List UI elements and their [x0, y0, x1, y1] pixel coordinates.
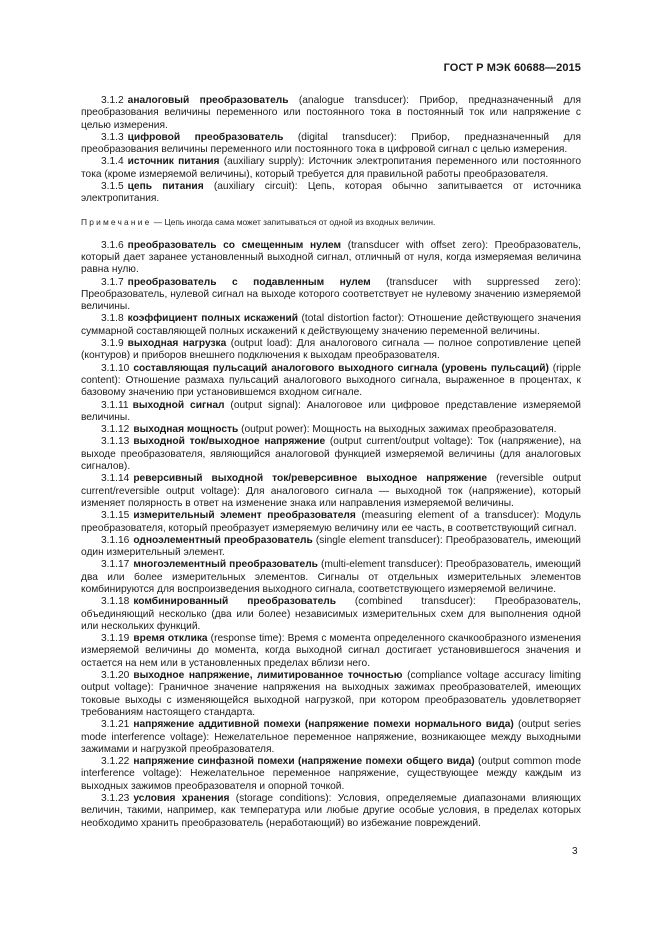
clause-number: 3.1.11 [101, 399, 129, 411]
definition-entry [81, 670, 581, 719]
standard-header: ГОСТ Р МЭК 60688—2015 [443, 62, 581, 74]
term-name: источник питания [127, 156, 220, 168]
clause-number: 3.1.21 [101, 719, 130, 731]
page-number: 3 [572, 846, 578, 857]
term-definition: (output power): Мощность на выходных зажимах преобразователя. [238, 424, 557, 436]
term-definition: (output load): Для аналогового сигнала — полное сопротивление цепей (контуров) и приборов внешнего подключения к выходам преобразователя. [81, 338, 581, 362]
definition-entry [81, 535, 581, 560]
document-body [81, 95, 581, 830]
definition-entry [81, 473, 581, 510]
clause-number: 3.1.9 [101, 338, 124, 350]
definition-entry [81, 95, 581, 132]
term-definition: (digital transducer): Прибор, предназначенный для преобразования величины переменного или постоянного тока в цифровой сигнал с целью измерения. [81, 131, 581, 156]
term-definition: (auxiliary circuit): Цепь, которая обычно запитывается от источника электропитания. [81, 181, 582, 205]
term-name: выходной ток/выходное напряжение [133, 436, 326, 448]
clause-number: 3.1.12 [101, 424, 130, 436]
term-name: составляющая пульсаций аналогового выходного сигнала (уровень пульсаций) [133, 362, 549, 374]
note-text: — Цепь иногда сама может запитываться от одной из входных величин. [151, 216, 436, 227]
note [81, 217, 581, 228]
term-definition: (output signal): Аналоговое или цифровое представление измеряемой величины. [81, 399, 581, 423]
term-definition: (ripple content): Отношение размаха пульсаций аналогового выходного сигнала, выраженное в процентах, к базовому значению при установившемся входном сигнале. [81, 362, 581, 399]
term-name: выходная мощность [133, 424, 239, 436]
definition-entry [81, 510, 581, 535]
term-definition: (reversible output current/reversible output voltage): Для аналогового сигнала — выходной ток (напряжение), который изменяет полярность в ответ на изменение знака или направления измеряемой величины. [81, 473, 582, 509]
term-name: одноэлементный преобразователь [133, 534, 313, 546]
clause-number: 3.1.10 [101, 362, 130, 374]
term-name: коэффициент полных искажений [127, 313, 299, 325]
term-name: многоэлементный преобразователь [133, 559, 318, 571]
definition-entry [81, 240, 581, 277]
term-name: реверсивный выходной ток/реверсивное выходное напряжение [133, 473, 488, 485]
term-definition: (analogue transducer): Прибор, предназначенный для преобразования величины переменного или постоянного тока в постоянный ток или напряжение с целью измерения. [81, 95, 581, 131]
term-definition: (output series mode interference voltage): Нежелательное переменное напряжение, возникающее между выходными зажимами и нагрузкой преобразователя. [81, 719, 581, 755]
clause-number: 3.1.13 [101, 436, 130, 448]
term-name: выходной сигнал [132, 399, 225, 411]
definition-entry [81, 400, 581, 425]
term-name: аналоговый преобразователь [127, 95, 289, 106]
definition-entry [81, 181, 581, 206]
definition-entry [81, 156, 581, 181]
clause-number: 3.1.20 [101, 670, 130, 682]
definition-entry [81, 338, 581, 363]
definition-entry [81, 277, 581, 314]
term-definition: (measuring element of a transducer): Модуль преобразователя, который преобразует измеряемую величину или ее часть, в соответствующий сигнал. [81, 510, 581, 534]
term-name: измерительный элемент преобразователя [133, 510, 356, 522]
note-label: Примечание [81, 216, 152, 227]
definition-entry [81, 633, 581, 670]
definition-entry [81, 363, 581, 400]
term-definition: (single element transducer): Преобразователь, имеющий один измерительный элемент. [81, 534, 581, 559]
clause-number: 3.1.15 [101, 510, 130, 522]
clause-number: 3.1.8 [101, 313, 124, 325]
term-definition: (response time): Время с момента определенного скачкообразного изменения измеряемой величины до момента, когда выходной сигнал достигает установившегося значения и остается на нем или в установленных пределах вблизи него. [81, 633, 581, 669]
definition-entry [81, 559, 581, 596]
term-definition: (output common mode interference voltage): Нежелательное переменное напряжение, существующее между каждым из выходных зажимов преобразователя и опорной точкой. [81, 756, 581, 792]
term-definition: (storage conditions): Условия, определяемые диапазонами влияющих величин, такими, например, как температура или любые другие особые условия, в пределах которых необходимо хранить преобразователь (неработающий) во избежание повреждений. [81, 793, 581, 829]
clause-number: 3.1.6 [101, 239, 124, 251]
definition-entry [81, 424, 581, 436]
term-definition: (auxiliary supply): Источник электропитания переменного или постоянного тока (кроме измеряемой величины), который требуется для правильной работы преобразователя. [81, 156, 581, 180]
term-name: напряжение синфазной помехи (напряжение помехи общего вида) [133, 756, 475, 768]
term-name: преобразователь со смещенным нулем [127, 239, 342, 251]
definition-entry [81, 436, 581, 473]
term-name: напряжение аддитивной помехи (напряжение помехи нормального вида) [133, 719, 514, 731]
term-definition: (output current/output voltage): Ток (напряжение), на выходе преобразователя, являющийся аналоговой функцией измеряемой величины (для аналоговых сигналов). [81, 436, 581, 473]
term-definition: (combined transducer): Преобразователь, объединяющий несколько (два или более) независимых измерительных схем для выполнения одной или нескольких функций. [81, 596, 581, 632]
term-name: выходное напряжение, лимитированное точностью [133, 670, 403, 682]
clause-number: 3.1.22 [101, 756, 130, 768]
clause-number: 3.1.23 [101, 793, 130, 805]
term-definition: (transducer with offset zero): Преобразователь, который дает заранее установленный выходной сигнал, отличный от нуля, когда измеряемая величина равна нулю. [81, 239, 581, 276]
term-definition: (compliance voltage accuracy limiting output voltage): Граничное значение напряжения на выходных зажимах преобразователей, имеющих токовые выходы с изменяющейся выходной нагрузкой, при котором преобразователь удовлетворяет требованиям настоящего стандарта. [81, 670, 582, 718]
definition-entry [81, 793, 581, 830]
clause-number: 3.1.4 [101, 156, 124, 168]
term-name: выходная нагрузка [127, 338, 227, 350]
term-definition: (transducer with suppressed zero): Преобразователь, нулевой сигнал на выходе которого соответствует не нулевому значению измеряемой величины. [81, 276, 581, 313]
definition-entry [81, 756, 581, 793]
definition-entry [81, 313, 581, 338]
clause-number: 3.1.16 [101, 534, 130, 546]
clause-number: 3.1.17 [101, 559, 130, 571]
term-name: время отклика [133, 633, 208, 645]
clause-number: 3.1.2 [101, 95, 124, 106]
clause-number: 3.1.19 [101, 633, 130, 645]
term-name: комбинированный преобразователь [133, 596, 336, 608]
clause-number: 3.1.3 [101, 131, 124, 143]
clause-number: 3.1.18 [101, 596, 130, 608]
clause-number: 3.1.5 [101, 181, 124, 193]
term-name: преобразователь с подавленным нулем [127, 276, 371, 288]
term-name: условия хранения [133, 793, 230, 805]
term-definition: (multi-element transducer): Преобразователь, имеющий два или более измерительных элементов. Сигналы от отдельных измерительных элементов комбинируются для воспроизведения выходного сигнала, соответствующего измеряемой величине. [81, 559, 581, 595]
definition-entry [81, 596, 581, 633]
definition-entry [81, 132, 581, 157]
term-name: цифровой преобразователь [127, 131, 284, 143]
term-name: цепь питания [127, 181, 204, 193]
clause-number: 3.1.7 [101, 276, 124, 288]
definition-entry [81, 719, 581, 756]
clause-number: 3.1.14 [101, 473, 130, 485]
term-definition: (total distortion factor): Отношение действующего значения суммарной составляющей полных искажений к действующему значению переменной величины. [81, 313, 581, 337]
